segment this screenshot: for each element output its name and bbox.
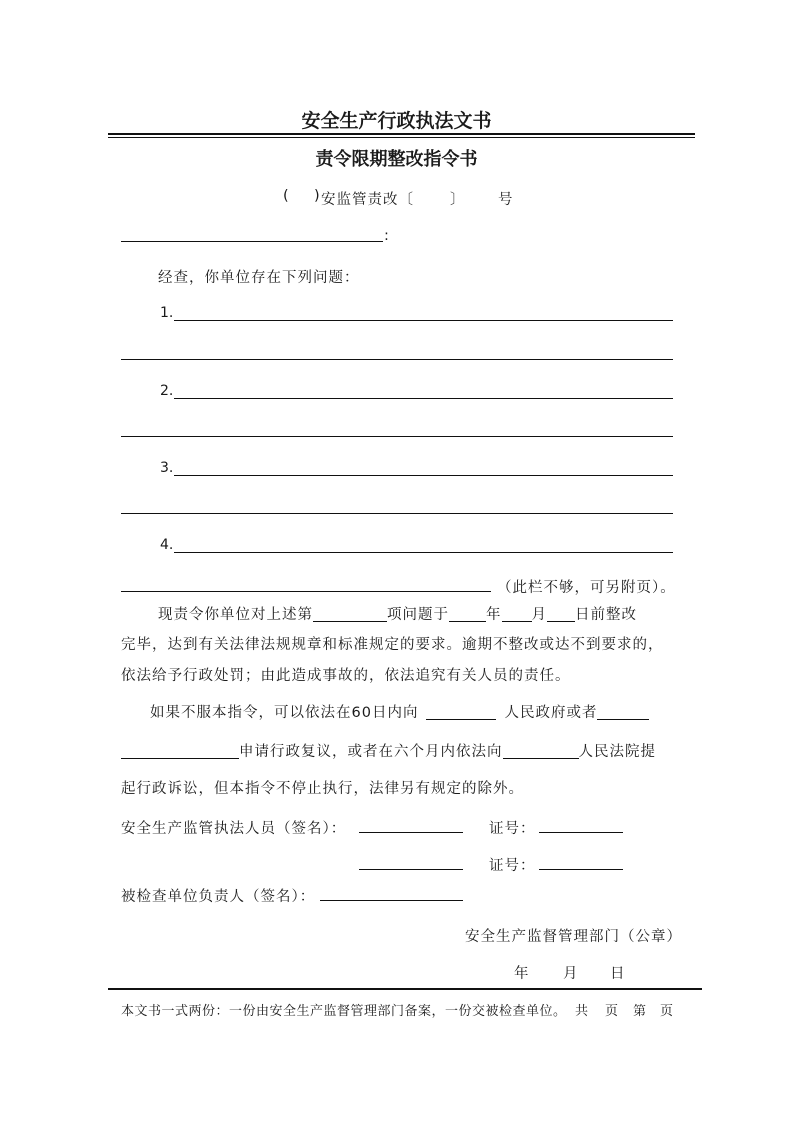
issue-3-line-2[interactable] (121, 513, 673, 514)
court-field[interactable] (503, 744, 579, 760)
issue-1-line-1[interactable] (174, 320, 673, 321)
cert-number-label-1: 证号： (489, 821, 536, 837)
footer-rule (108, 988, 702, 990)
doc-number-close-paren: ) (314, 188, 321, 204)
deadline-year-field[interactable] (449, 607, 486, 623)
issue-2-line-1[interactable] (174, 398, 673, 399)
date-day-label: 日 (610, 966, 626, 982)
header-rule-thick (108, 133, 695, 135)
issue-2-number: 2. (160, 383, 174, 399)
inspector-signature-label: 安全生产监管执法人员（签名）： (121, 821, 347, 837)
deadline-day-field[interactable] (547, 607, 575, 623)
appeal-text-a2: 人民政府或者 (504, 705, 598, 721)
overflow-note: （此栏不够，可另附页）。 (497, 580, 676, 596)
issue-3-line-1[interactable] (174, 475, 673, 476)
cert-number-field-1[interactable] (539, 832, 623, 833)
issue-1-line-2[interactable] (121, 359, 673, 360)
addressee-field[interactable] (121, 241, 383, 242)
department-seal-label: 安全生产监督管理部门（公章） (465, 929, 682, 945)
appeal-line-3: 起行政诉讼，但本指令不停止执行，法律另有规定的除外。 (121, 781, 524, 797)
footer-pages-label-1: 页 (605, 1004, 619, 1019)
order-text-c: 日前整改 (575, 607, 637, 623)
order-year-label: 年 (486, 607, 502, 623)
appeal-text-b1: 申请行政复议，或者在六个月内依法向 (239, 744, 503, 760)
document-title: 责令限期整改指令书 (315, 149, 478, 170)
issue-3-number: 3. (160, 460, 174, 476)
agency-field[interactable] (597, 705, 649, 721)
footer-pages-label-2: 页 (660, 1004, 674, 1019)
order-line-2: 完毕，达到有关法律法规规章和标准规定的要求。逾期不整改或达不到要求的， (121, 637, 664, 653)
issue-2-line-2[interactable] (121, 436, 673, 437)
inspector-signature-field-2[interactable] (359, 869, 463, 870)
doc-number-suffix: 号 (498, 192, 514, 208)
header-rule-thin (108, 137, 695, 138)
doc-number-text: 安监管责改〔 (321, 192, 414, 208)
deadline-month-field[interactable] (502, 607, 532, 623)
intro-text: 经查，你单位存在下列问题： (158, 270, 360, 286)
document-category-title: 安全生产行政执法文书 (301, 110, 492, 132)
footer-page-no-label: 第 (633, 1004, 647, 1019)
appeal-text-b2: 人民法院提 (578, 744, 656, 760)
footer-note: 本文书一式两份：一份由安全生产监督管理部门备案，一份交被检查单位。 (121, 1004, 567, 1019)
cert-number-label-2: 证号： (489, 858, 536, 874)
appeal-line-1 (150, 701, 649, 722)
date-month-label: 月 (563, 966, 579, 982)
appeal-text-a1: 如果不服本指令，可以依法在60日内向 (150, 705, 419, 721)
issue-range-field[interactable] (313, 607, 387, 623)
issue-4-line-1[interactable] (174, 552, 673, 553)
issue-1-number: 1. (160, 305, 174, 321)
order-text-b: 项问题于 (387, 607, 449, 623)
addressee-colon: : (384, 228, 390, 244)
review-agency-field[interactable] (121, 744, 239, 760)
order-line-3: 依法给予行政处罚；由此造成事故的，依法追究有关人员的责任。 (121, 668, 571, 684)
unit-head-signature-field[interactable] (320, 900, 463, 901)
order-month-label: 月 (531, 607, 547, 623)
government-field[interactable] (426, 705, 496, 721)
order-text-a: 现责令你单位对上述第 (158, 607, 313, 623)
footer-total-label: 共 (575, 1004, 589, 1019)
unit-head-signature-label: 被检查单位负责人（签名）： (121, 889, 316, 905)
appeal-line-2 (121, 740, 656, 761)
issue-4-number: 4. (160, 537, 174, 553)
cert-number-field-2[interactable] (539, 869, 623, 870)
doc-number-open-paren: ( (283, 188, 290, 204)
order-line-1 (158, 603, 637, 624)
inspector-signature-field-1[interactable] (359, 832, 463, 833)
issue-continuation-line[interactable] (121, 591, 491, 592)
doc-number-bracket-close: 〕 (450, 192, 466, 208)
date-year-label: 年 (514, 966, 530, 982)
